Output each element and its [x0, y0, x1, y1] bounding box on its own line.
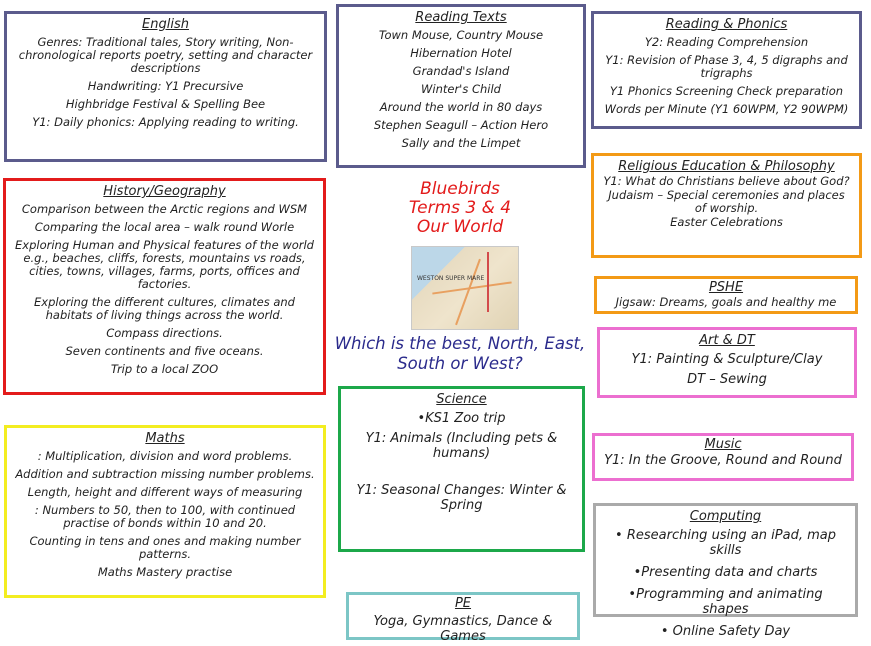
map-label: WESTON SUPER MARE: [417, 275, 485, 282]
history-line: Exploring Human and Physical features of the world e.g., beaches, cliffs, forests, mountains vs roads, cities, towns, villages, farms, ports, offices and factories.: [15, 238, 314, 291]
history-geography-title: History/Geography: [103, 184, 226, 199]
music-title: Music: [704, 437, 742, 452]
computing-line: • Online Safety Day: [660, 624, 791, 639]
maths-line: Addition and subtraction missing number problems.: [15, 467, 315, 481]
map-road: [487, 252, 489, 312]
center-title: [380, 180, 540, 237]
history-line: Exploring the different cultures, climates and habitats of living things across the world.: [34, 295, 295, 322]
pshe-title: PSHE: [708, 280, 744, 295]
map-road: [455, 259, 481, 325]
reading-phonics-line: Words per Minute (Y1 60WPM, Y2 90WPM): [604, 102, 849, 116]
english-line: Genres: Traditional tales, Story writing, Non-chronological reports poetry, setting and character descriptions: [18, 35, 313, 75]
reading-text-item: Around the world in 80 days: [379, 100, 543, 114]
science-title: Science: [436, 392, 487, 407]
art-dt-panel: [597, 327, 857, 398]
science-line: •KS1 Zoo trip: [417, 411, 506, 426]
reading-text-item: Winter's Child: [421, 82, 501, 96]
reading-phonics-title: Reading & Phonics: [665, 17, 788, 32]
pshe-line: Jigsaw: Dreams, goals and healthy me: [615, 295, 837, 309]
reading-texts-title: Reading Texts: [415, 10, 507, 25]
religious-education-panel: [591, 153, 862, 258]
english-title: English: [142, 17, 189, 32]
reading-text-item: Stephen Seagull – Action Hero: [373, 118, 549, 132]
history-line: Comparison between the Arctic regions and WSM: [21, 202, 308, 216]
music-panel: [592, 433, 854, 481]
pe-panel: [346, 592, 580, 644]
topic-title: Our World: [416, 217, 504, 237]
re-line: Judaism – Special ceremonies and places of worship.: [608, 188, 845, 215]
english-line: Y1: Daily phonics: Applying reading to writing.: [32, 115, 299, 129]
history-line: Trip to a local ZOO: [110, 362, 219, 376]
reading-text-item: Hibernation Hotel: [410, 46, 512, 60]
english-line: Handwriting: Y1 Precursive: [87, 79, 244, 93]
english-panel: [4, 11, 327, 162]
pe-title: PE: [454, 596, 472, 611]
history-line: Seven continents and five oceans.: [65, 344, 264, 358]
maths-line: Maths Mastery practise: [97, 565, 233, 579]
re-title: Religious Education & Philosophy: [618, 159, 835, 174]
class-name: Bluebirds: [420, 179, 500, 199]
reading-text-item: Grandad's Island: [412, 64, 510, 78]
computing-line: •Programming and animating shapes: [628, 587, 823, 617]
art-line: Y1: Painting & Sculpture/Clay: [631, 352, 823, 367]
computing-line: • Researching using an iPad, map skills: [615, 528, 836, 558]
english-line: Highbridge Festival & Spelling Bee: [65, 97, 266, 111]
science-line: Y1: Seasonal Changes: Winter & Spring: [356, 483, 567, 513]
history-line: Comparing the local area – walk round Worle: [34, 220, 295, 234]
reading-text-item: Town Mouse, Country Mouse: [378, 28, 544, 42]
re-line: Y1: What do Christians believe about God?: [603, 174, 850, 188]
maths-line: : Numbers to 50, then to 100, with continued practise of bonds within 10 and 20.: [34, 503, 296, 530]
history-geography-panel: [3, 178, 326, 395]
reading-phonics-panel: [591, 11, 862, 129]
maths-panel: [4, 425, 326, 598]
music-line: Y1: In the Groove, Round and Round: [604, 453, 842, 468]
history-line: Compass directions.: [106, 326, 223, 340]
computing-line: •Presenting data and charts: [633, 565, 818, 580]
science-line: Y1: Animals (Including pets & humans): [365, 431, 558, 461]
art-line: DT – Sewing: [687, 372, 767, 387]
computing-title: Computing: [689, 509, 762, 524]
pshe-panel: [594, 276, 858, 314]
maths-title: Maths: [145, 431, 185, 446]
reading-text-item: Sally and the Limpet: [401, 136, 521, 150]
maths-line: Counting in tens and ones and making number patterns.: [29, 534, 301, 561]
science-panel: [338, 386, 585, 552]
map-image: [411, 246, 519, 330]
reading-phonics-line: Y1: Revision of Phase 3, 4, 5 digraphs and trigraphs: [605, 53, 848, 80]
art-dt-title: Art & DT: [699, 333, 755, 348]
reading-texts-panel: [336, 4, 586, 168]
reading-phonics-line: Y1 Phonics Screening Check preparation: [609, 84, 844, 98]
big-question: Which is the best, North, East, South or West?: [334, 334, 586, 373]
re-line: Easter Celebrations: [670, 215, 783, 229]
terms-label: Terms 3 & 4: [408, 198, 512, 218]
maths-line: : Multiplication, division and word problems.: [37, 449, 293, 463]
pe-line: Yoga, Gymnastics, Dance & Games: [373, 614, 553, 644]
reading-phonics-line: Y2: Reading Comprehension: [644, 35, 809, 49]
computing-panel: [593, 503, 858, 639]
maths-line: Length, height and different ways of measuring: [27, 485, 303, 499]
